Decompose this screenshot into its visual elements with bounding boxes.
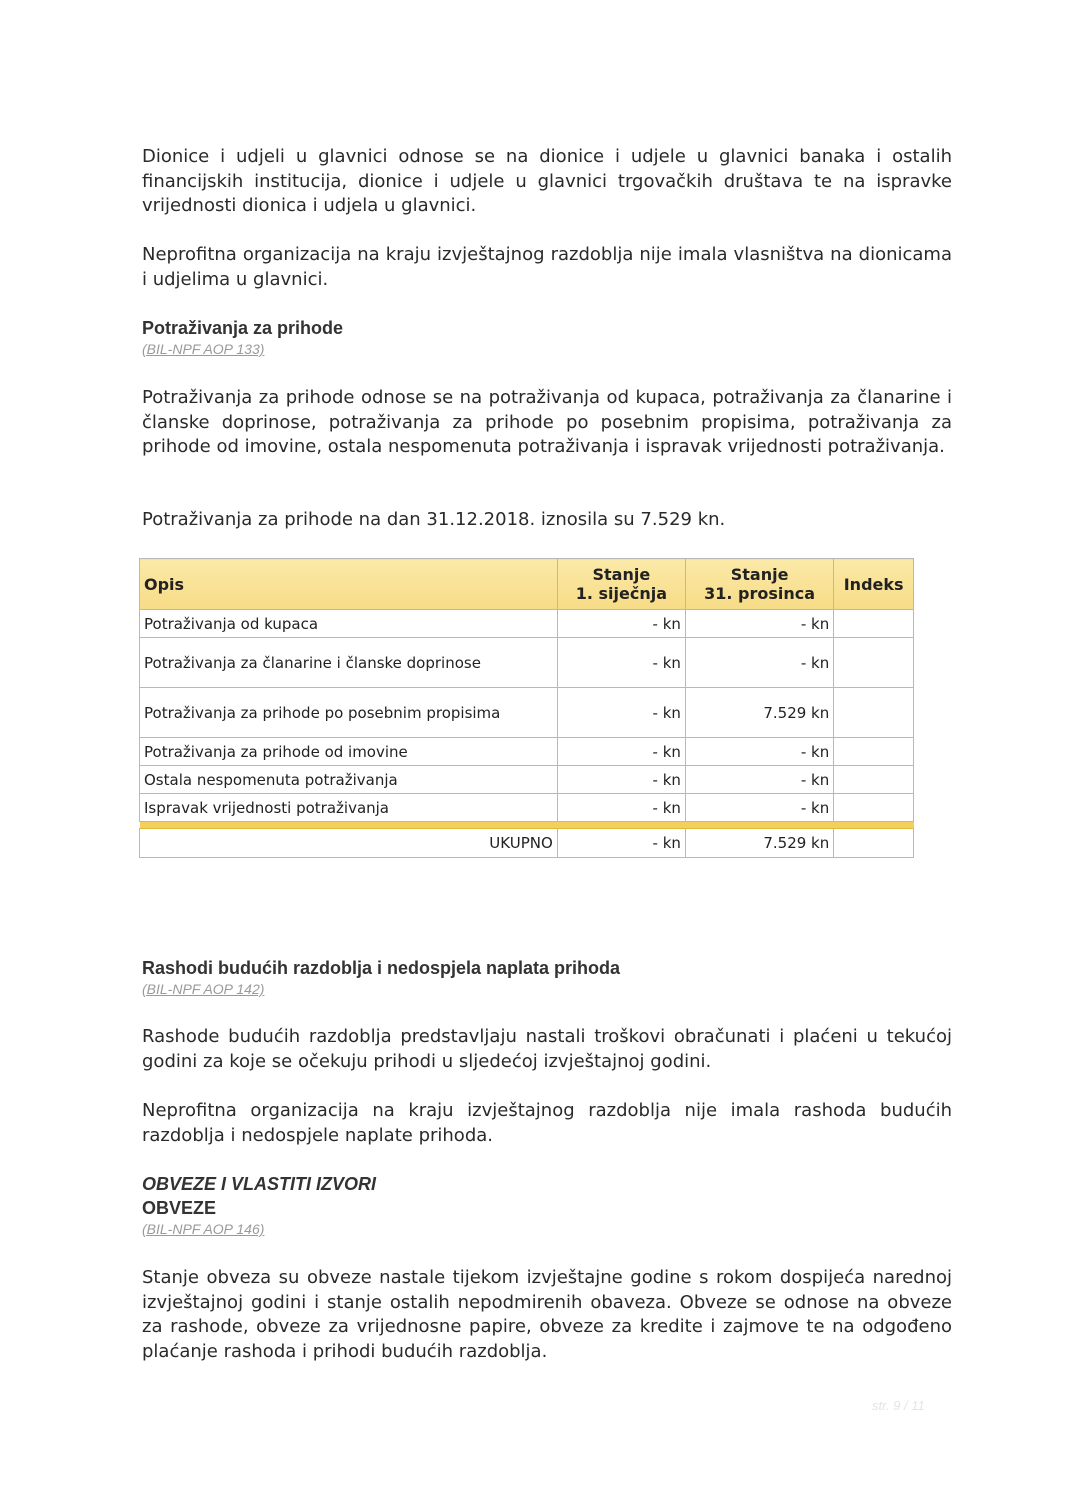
- table-row: [140, 610, 914, 638]
- paragraph-text: Dionice i udjeli u glavnici odnose se na dionice i udjele u glavnici banaka i ostalih financijskih institucija, dionice i udjele u glavnici trgovačkih društava te na ispravke vrijednosti dionica i udjela u glavnici.: [142, 146, 952, 216]
- cell-opis: Potraživanja za prihode po posebnim propisima: [140, 688, 558, 738]
- table-row: [140, 794, 914, 822]
- header-line: 31. prosinca: [704, 584, 816, 603]
- cell-indeks: [834, 738, 914, 766]
- cell-total-stanje-2: 7.529 kn: [685, 829, 833, 858]
- cell-indeks: [834, 766, 914, 794]
- paragraph-text: Potraživanja za prihode odnose se na potraživanja od kupaca, potraživanja za članarine i članske doprinose, potraživanja za prihode po posebnim propisima, potraživanja za prihode od imovine, ostala nespomenuta potraživanja i ispravak vrijednosti potraživanja.: [142, 387, 952, 457]
- table-separator: [140, 822, 914, 829]
- table-row: [140, 766, 914, 794]
- cell-stanje-2: - kn: [685, 610, 833, 638]
- cell-opis: Ispravak vrijednosti potraživanja: [140, 794, 558, 822]
- table-row: [140, 638, 914, 688]
- aop-reference: (BIL-NPF AOP 133): [142, 341, 265, 357]
- header-stanje-31-prosinca: [685, 559, 833, 610]
- section-title-italic: OBVEZE I VLASTITI IZVORI: [142, 1174, 377, 1194]
- header-stanje-1-sijecnja: [557, 559, 685, 610]
- cell-indeks: [834, 688, 914, 738]
- table-row: [140, 738, 914, 766]
- header-line: Stanje: [592, 565, 651, 584]
- header-opis: Opis: [140, 559, 558, 610]
- cell-stanje-2: - kn: [685, 794, 833, 822]
- header-indeks: Indeks: [834, 559, 914, 610]
- cell-stanje-1: - kn: [557, 738, 685, 766]
- aop-reference: (BIL-NPF AOP 146): [142, 1221, 265, 1237]
- section-obveze: [142, 1172, 952, 1238]
- paragraph-obveze-opis: [142, 1266, 952, 1364]
- paragraph-rashodi-opis: [142, 1025, 952, 1074]
- receivables-table: [139, 558, 914, 858]
- cell-total-label: UKUPNO: [140, 829, 558, 858]
- cell-stanje-1: - kn: [557, 610, 685, 638]
- paragraph-potrazivanja-iznos: [142, 508, 952, 533]
- paragraph-text: Stanje obveza su obveze nastale tijekom izvještajne godine s rokom dospijeća narednoj izvještajnoj godini i stanje ostalih nepodmirenih obaveza. Obveze se odnose na obveze za rashode, obveze za vrijednosne papire, obveze za kredite i zajmove te na odgođeno plaćanje rashoda i prihodi budućih razdoblja.: [142, 1267, 952, 1362]
- paragraph-rashodi-stanje: [142, 1099, 952, 1148]
- cell-opis: Potraživanja za članarine i članske doprinose: [140, 638, 558, 688]
- cell-stanje-2: - kn: [685, 766, 833, 794]
- cell-indeks: [834, 794, 914, 822]
- cell-opis: Potraživanja za prihode od imovine: [140, 738, 558, 766]
- section-title: Rashodi budućih razdoblja i nedospjela naplata prihoda: [142, 958, 621, 978]
- section-rashodi: [142, 956, 952, 998]
- table-header-row: [140, 559, 914, 610]
- cell-total-stanje-1: - kn: [557, 829, 685, 858]
- paragraph-text: Neprofitna organizacija na kraju izvještajnog razdoblja nije imala rashoda budućih razdoblja i nedospjele naplate prihoda.: [142, 1100, 952, 1146]
- paragraph-text: Rashode budućih razdoblja predstavljaju nastali troškovi obračunati i plaćeni u tekućoj godini za koje se očekuju prihodi u sljedećoj izvještajnoj godini.: [142, 1026, 952, 1072]
- cell-stanje-1: - kn: [557, 638, 685, 688]
- table-total-row: [140, 829, 914, 858]
- cell-stanje-2: - kn: [685, 638, 833, 688]
- cell-opis: Potraživanja od kupaca: [140, 610, 558, 638]
- cell-indeks: [834, 610, 914, 638]
- aop-reference: (BIL-NPF AOP 142): [142, 981, 265, 997]
- cell-opis: Ostala nespomenuta potraživanja: [140, 766, 558, 794]
- header-line: 1. siječnja: [575, 584, 667, 603]
- section-potrazivanja: [142, 316, 952, 358]
- cell-stanje-1: - kn: [557, 688, 685, 738]
- cell-stanje-2: 7.529 kn: [685, 688, 833, 738]
- cell-stanje-2: - kn: [685, 738, 833, 766]
- cell-stanje-1: - kn: [557, 794, 685, 822]
- cell-stanje-1: - kn: [557, 766, 685, 794]
- paragraph-text: Neprofitna organizacija na kraju izvještajnog razdoblja nije imala vlasništva na dionicama i udjelima u glavnici.: [142, 244, 952, 290]
- page-number: str. 9 / 11: [872, 1398, 925, 1413]
- separator-cell: [140, 822, 914, 829]
- paragraph-text: Potraživanja za prihode na dan 31.12.2018. iznosila su 7.529 kn.: [142, 509, 726, 530]
- section-title: OBVEZE: [142, 1198, 217, 1218]
- table-row: [140, 688, 914, 738]
- paragraph-dionice: [142, 145, 952, 219]
- cell-total-indeks: [834, 829, 914, 858]
- paragraph-vlasnistvo: [142, 243, 952, 292]
- header-line: Stanje: [730, 565, 789, 584]
- cell-indeks: [834, 638, 914, 688]
- paragraph-potrazivanja-opis: [142, 386, 952, 460]
- section-title: Potraživanja za prihode: [142, 318, 344, 338]
